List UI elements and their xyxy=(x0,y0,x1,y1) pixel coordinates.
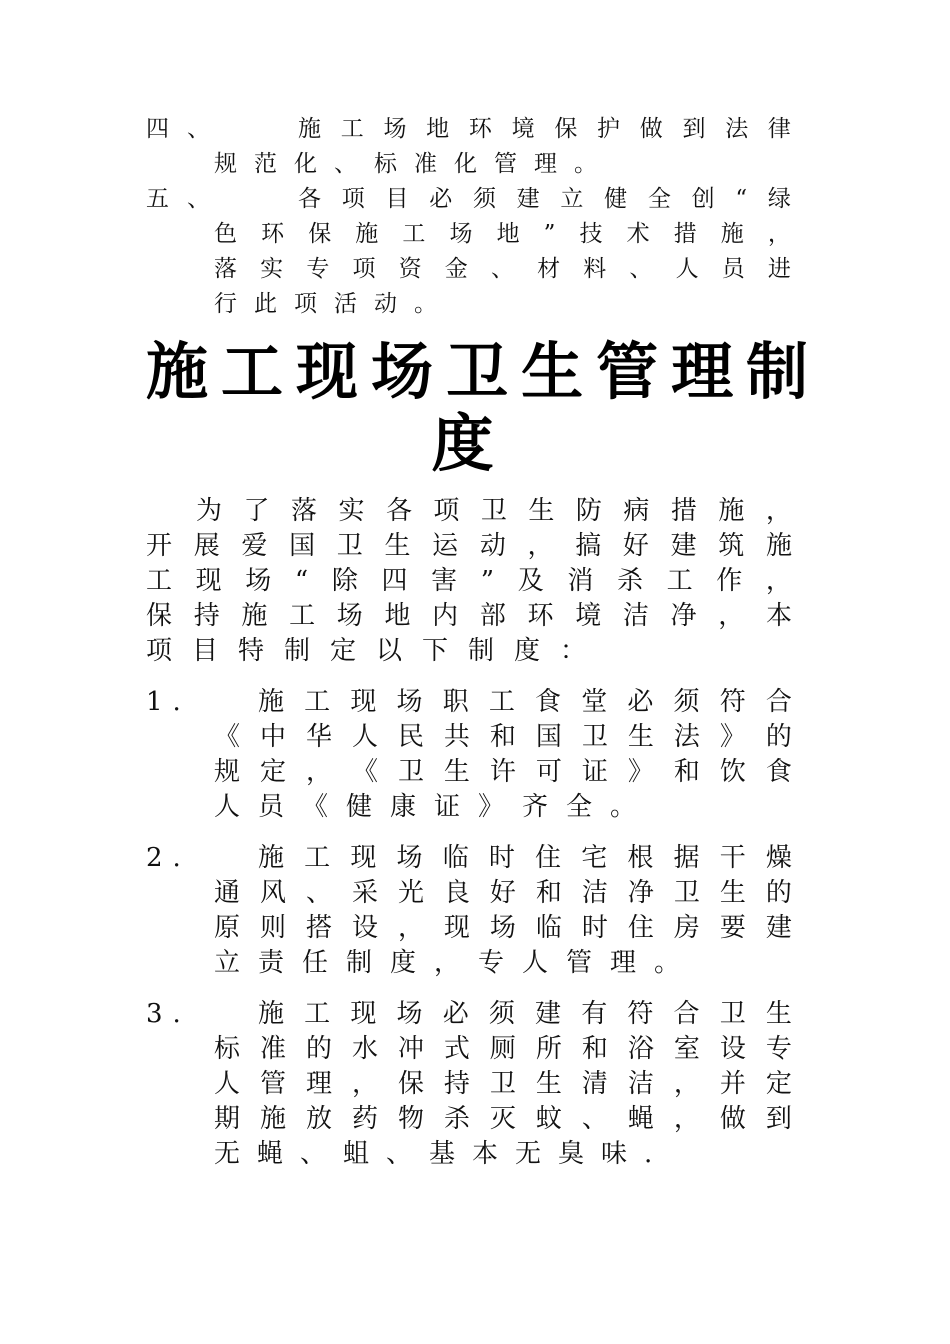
paragraph-line: 保 持 施 工 场 地 内 部 环 境 洁 净 ， 本 xyxy=(146,601,792,631)
list-text: 施 工 现 场 临 时 住 宅 根 据 干 燥 xyxy=(258,843,792,873)
list-text: 期 施 放 药 物 杀 灭 蚊 、 蝇 ， 做 到 xyxy=(214,1104,792,1134)
list-text: 各 项 目 必 须 建 立 健 全 创 “ 绿 xyxy=(298,186,792,212)
list-text: 原 则 搭 设 ， 现 场 临 时 住 房 要 建 xyxy=(214,913,792,943)
title-line: 度 xyxy=(431,407,507,480)
title-line: 施 工 现 场 卫 生 管 理 制 xyxy=(146,335,822,408)
paragraph-line: 开 展 爱 国 卫 生 运 动 ， 搞 好 建 筑 施 xyxy=(146,531,792,561)
list-text: 施 工 场 地 环 境 保 护 做 到 法 律 xyxy=(298,116,792,142)
list-text: 规 定 ， 《 卫 生 许 可 证 》 和 饮 食 xyxy=(214,757,792,787)
list-number: 1. xyxy=(146,687,191,717)
list-item xyxy=(146,112,792,182)
list-item xyxy=(146,997,792,1172)
list-text: 标 准 的 水 冲 式 厕 所 和 浴 室 设 专 xyxy=(214,1034,792,1064)
list-item xyxy=(146,182,792,322)
list-text: 施 工 现 场 职 工 食 堂 必 须 符 合 xyxy=(258,687,792,717)
list-number: 2. xyxy=(146,843,191,873)
list-item xyxy=(146,841,792,981)
list-text: 无蝇、蛆、基本无臭味. xyxy=(214,1139,670,1169)
list-number: 3. xyxy=(146,999,191,1029)
paragraph-line: 项目特制定以下制度： xyxy=(146,636,607,666)
intro-paragraph xyxy=(146,494,792,669)
list-text: 色 环 保 施 工 场 地 ” 技 术 措 施 ， xyxy=(214,221,792,247)
list-text: 立责任制度，专人管理。 xyxy=(214,948,699,978)
list-text: 规范化、标准化管理。 xyxy=(214,151,614,177)
document-page xyxy=(146,112,822,1172)
list-number: 五、 xyxy=(146,186,228,212)
paragraph-line: 为 了 落 实 各 项 卫 生 防 病 措 施 ， xyxy=(196,496,792,526)
list-text: 通 风 、 采 光 良 好 和 洁 净 卫 生 的 xyxy=(214,878,792,908)
page-title xyxy=(146,335,822,480)
list-text: 施 工 现 场 必 须 建 有 符 合 卫 生 xyxy=(258,999,792,1029)
paragraph-line: 工 现 场 “ 除 四 害 ” 及 消 杀 工 作 ， xyxy=(146,566,792,596)
list-number: 四、 xyxy=(146,116,228,142)
list-text: 《 中 华 人 民 共 和 国 卫 生 法 》 的 xyxy=(214,722,792,752)
list-text: 落 实 专 项 资 金 、 材 料 、 人 员 进 xyxy=(214,256,792,282)
list-text: 人 管 理 ， 保 持 卫 生 清 洁 ， 并 定 xyxy=(214,1069,792,1099)
list-item xyxy=(146,685,792,825)
list-text: 行此项活动。 xyxy=(214,291,454,317)
list-text: 人员《健康证》齐全。 xyxy=(214,792,655,822)
